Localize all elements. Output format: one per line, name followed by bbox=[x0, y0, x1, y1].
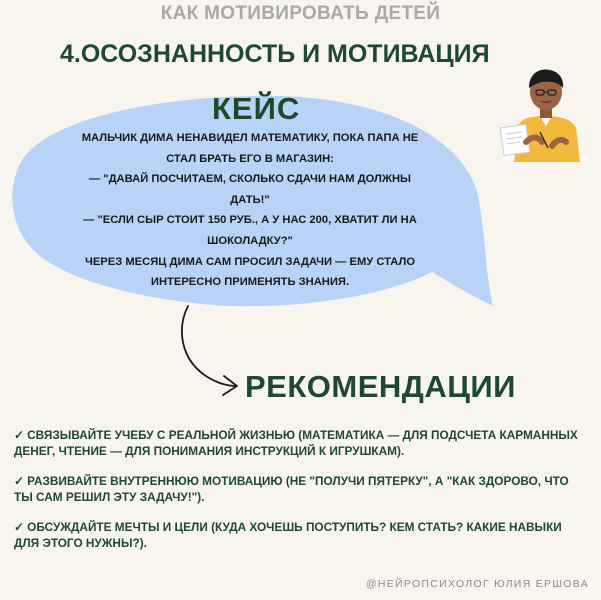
section-title: 4.ОСОЗНАННОСТЬ И МОТИВАЦИЯ bbox=[60, 40, 490, 68]
case-line: МАЛЬЧИК ДИМА НЕНАВИДЕЛ МАТЕМАТИКУ, ПОКА ПАПА НЕ bbox=[81, 132, 419, 144]
recommendation-item: ✓ ОБСУЖДАЙТЕ МЕЧТЫ И ЦЕЛИ (КУДА ХОЧЕШЬ ПОСТУПИТЬ? КЕМ СТАТЬ? КАКИЕ НАВЫКИ ДЛЯ ЭТОГО НУЖНЫ?). bbox=[14, 520, 562, 550]
top-title: КАК МОТИВИРОВАТЬ ДЕТЕЙ bbox=[160, 3, 441, 24]
case-line: — "ЕСЛИ СЫР СТОИТ 150 РУБ., А У НАС 200, ХВАТИТ ЛИ НА bbox=[83, 214, 417, 227]
case-line: ШОКОЛАДКУ?" bbox=[207, 234, 293, 247]
case-line: ДАТЬ!" bbox=[230, 193, 270, 206]
case-text bbox=[40, 128, 460, 293]
boy-reading-illustration bbox=[496, 62, 596, 162]
case-title: КЕЙС bbox=[212, 91, 301, 126]
recommendation-item: ✓ РАЗВИВАЙТЕ ВНУТРЕННЮЮ МОТИВАЦИЮ (НЕ "ПОЛУЧИ ПЯТЕРКУ", А "КАК ЗДОРОВО, ЧТО ТЫ САМ РЕШИЛ ЭТУ ЗАДАЧУ!"). bbox=[14, 474, 569, 504]
case-line: ИНТЕРЕСНО ПРИМЕНЯТЬ ЗНАНИЯ. bbox=[150, 276, 350, 289]
author-credit: @НЕЙРОПСИХОЛОГ ЮЛИЯ ЕРШОВА bbox=[365, 578, 589, 590]
recommendations-title: РЕКОМЕНДАЦИИ bbox=[245, 369, 516, 404]
case-line: ЧЕРЕЗ МЕСЯЦ ДИМА САМ ПРОСИЛ ЗАДАЧИ — ЕМУ СТАЛО bbox=[84, 255, 416, 268]
recommendations-list bbox=[14, 427, 589, 565]
case-line: — "ДАВАЙ ПОСЧИТАЕМ, СКОЛЬКО СДАЧИ НАМ ДОЛЖНЫ bbox=[88, 173, 412, 186]
case-line: СТАЛ БРАТЬ ЕГО В МАГАЗИН: bbox=[166, 152, 334, 165]
recommendation-item: ✓ СВЯЗЫВАЙТЕ УЧЕБУ С РЕАЛЬНОЙ ЖИЗНЬЮ (МАТЕМАТИКА — ДЛЯ ПОДСЧЕТА КАРМАННЫХ ДЕНЕГ, ЧТЕНИЕ — ДЛЯ ПОНИМАНИЯ ИНСТРУКЦИЙ К ИГРУШКАМ). bbox=[14, 428, 578, 458]
